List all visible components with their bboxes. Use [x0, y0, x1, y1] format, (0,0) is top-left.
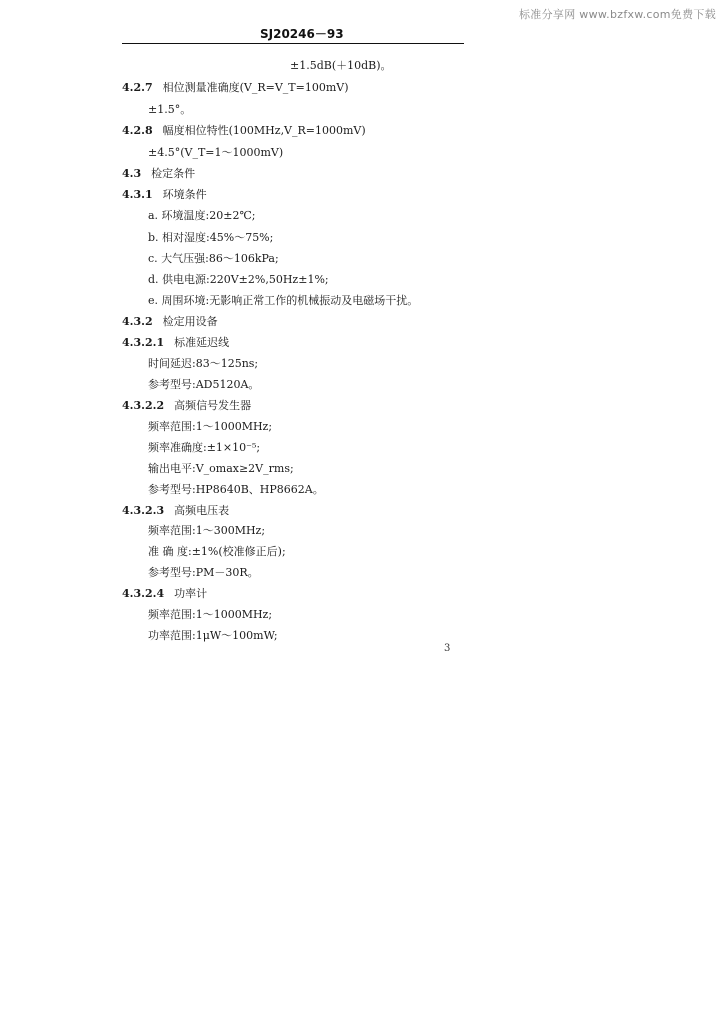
watermark-text: 标准分享网 www.bzfxw.com免费下载 — [519, 8, 716, 21]
line-text: 时间延迟:83～125ns; — [148, 357, 259, 370]
section-heading — [122, 336, 229, 350]
list-item — [148, 209, 255, 223]
line-text: 功率范围:1μW～100mW; — [148, 629, 278, 642]
line-text: ±4.5°(V_T=1～1000mV) — [148, 146, 284, 159]
line-text: 检定用设备 — [162, 315, 218, 328]
section-heading — [122, 124, 366, 138]
text-line — [148, 566, 259, 580]
section-heading — [122, 167, 195, 181]
line-text: d. 供电电源:220V±2%,50Hz±1%; — [148, 273, 329, 286]
line-text: 高频信号发生器 — [174, 399, 252, 412]
line-text: ±1.5°。 — [148, 103, 192, 116]
line-text: a. 环境温度:20±2℃; — [148, 209, 256, 222]
line-text: 参考型号:PM－30R。 — [148, 566, 259, 579]
text-line — [290, 59, 392, 73]
section-number: 4.3.2.4 — [122, 587, 165, 600]
line-text: 功率计 — [174, 587, 208, 600]
document-code: SJ20246－93 — [260, 27, 344, 41]
line-text: 检定条件 — [151, 167, 196, 180]
line-text: 标准延迟线 — [174, 336, 230, 349]
text-line — [148, 462, 294, 476]
list-item — [148, 252, 279, 266]
line-text: 幅度相位特性(100MHz,V_R=1000mV) — [162, 124, 366, 137]
line-text: 参考型号:HP8640B、HP8662A。 — [148, 483, 324, 496]
text-line — [148, 420, 272, 434]
section-heading — [122, 81, 349, 95]
text-line — [148, 378, 259, 392]
section-number: 4.3.1 — [122, 188, 153, 201]
section-heading — [122, 399, 251, 413]
text-line — [148, 441, 260, 455]
section-number: 4.2.8 — [122, 124, 153, 137]
line-text: 高频电压表 — [174, 504, 230, 517]
list-item — [148, 231, 273, 245]
line-text: 相位测量准确度(V_R=V_T=100mV) — [162, 81, 349, 94]
list-item — [148, 273, 329, 287]
section-heading — [122, 188, 207, 202]
line-text: 准 确 度:±1%(校准修正后); — [148, 545, 286, 558]
line-text: 频率范围:1～300MHz; — [148, 524, 266, 537]
section-number: 4.3 — [122, 167, 142, 180]
line-text: e. 周围环境:无影响正常工作的机械振动及电磁场干扰。 — [148, 294, 419, 307]
section-number: 4.3.2.3 — [122, 504, 165, 517]
line-text: c. 大气压强:86～106kPa; — [148, 252, 279, 265]
line-text: 频率范围:1～1000MHz; — [148, 420, 273, 433]
section-number: 4.3.2.1 — [122, 336, 165, 349]
text-line — [148, 629, 278, 643]
line-text: 频率范围:1～1000MHz; — [148, 608, 273, 621]
text-line — [148, 357, 258, 371]
text-line — [148, 103, 191, 117]
text-line — [148, 545, 286, 559]
section-number: 4.3.2.2 — [122, 399, 165, 412]
line-text: 参考型号:AD5120A。 — [148, 378, 260, 391]
section-heading — [122, 587, 207, 601]
list-item — [148, 294, 418, 308]
section-number: 4.3.2 — [122, 315, 153, 328]
line-text: 输出电平:V_omax≥2V_rms; — [148, 462, 294, 475]
header-rule — [122, 43, 464, 44]
section-number: 4.2.7 — [122, 81, 153, 94]
text-line — [148, 146, 283, 160]
line-text: 频率准确度:±1×10⁻⁵; — [148, 441, 261, 454]
line-text: 环境条件 — [162, 188, 207, 201]
text-line — [148, 608, 272, 622]
text-line — [148, 524, 265, 538]
text-line — [148, 483, 324, 497]
page-number: 3 — [444, 643, 451, 654]
line-text: ±1.5dB(＋10dB)。 — [290, 59, 392, 72]
section-heading — [122, 504, 229, 518]
line-text: b. 相对湿度:45%～75%; — [148, 231, 274, 244]
section-heading — [122, 315, 218, 329]
